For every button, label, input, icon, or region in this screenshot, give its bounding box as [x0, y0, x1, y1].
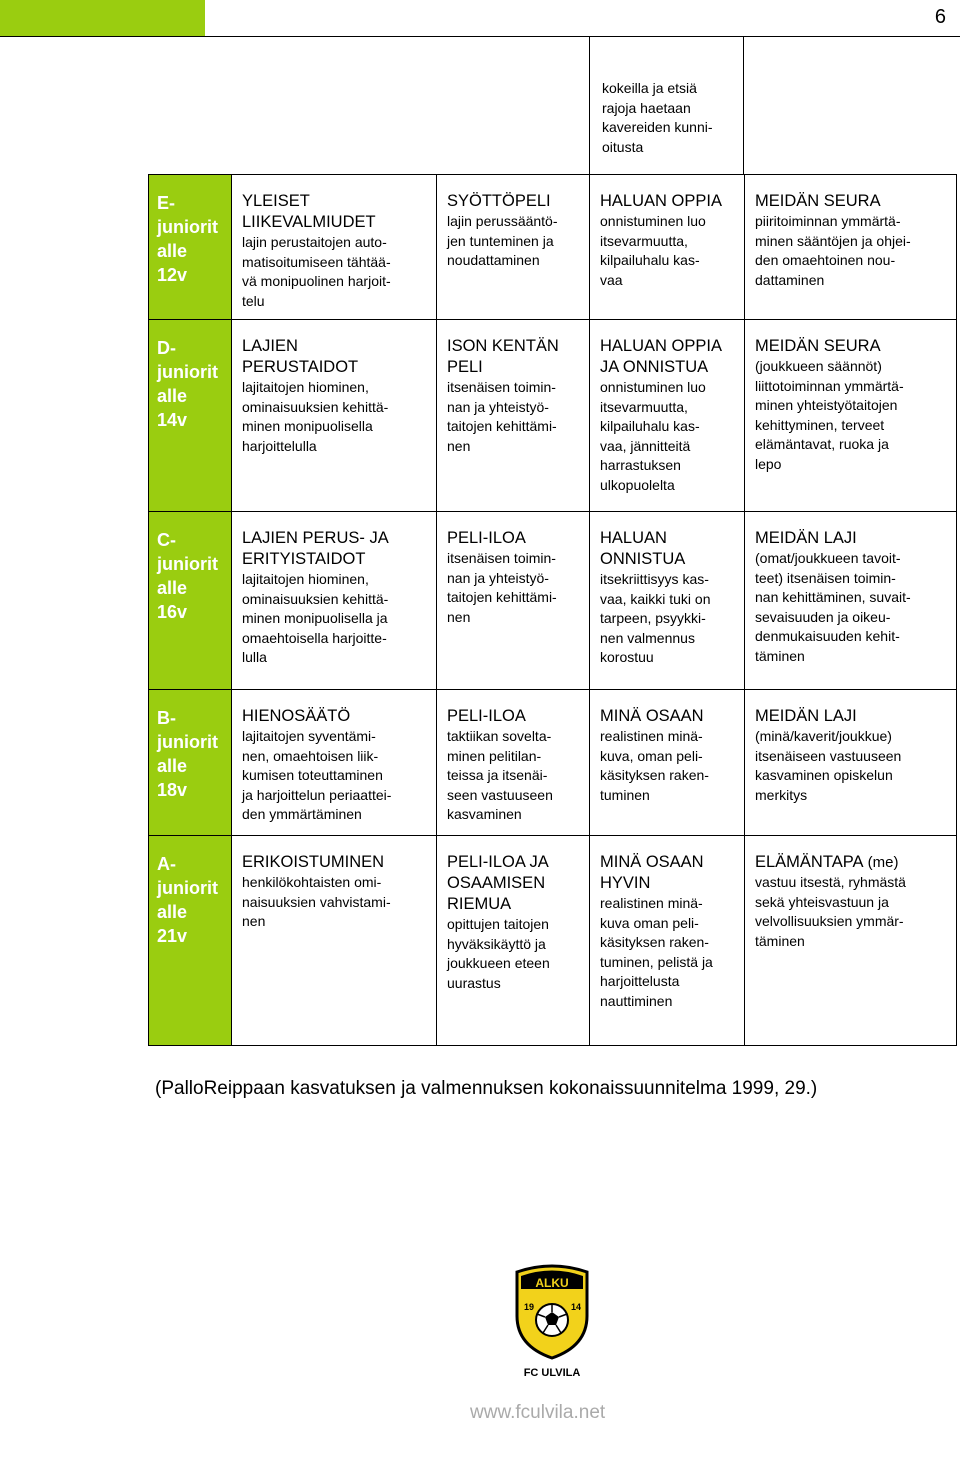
cell-heading: PELI-ILOA JA OSAAMISEN RIEMUA: [447, 853, 549, 913]
cell-text: itsenäisen toimin- nan ja yhteistyö- taitojen kehittämi- nen: [447, 379, 557, 454]
cell-heading: MEIDÄN SEURA: [755, 192, 881, 210]
cell-heading: PELI-ILOA: [447, 529, 526, 547]
development-plan-table: [148, 174, 957, 1046]
table-cell: [745, 690, 957, 836]
cell-heading: HALUAN OPPIA: [600, 192, 722, 210]
cell-text: lajin perustaitojen auto- matisoitumiseen tähtää- vä monipuolinen harjoit- telu: [242, 234, 391, 309]
heading-suffix: (me): [863, 854, 899, 871]
cell-heading: LAJIEN PERUS- JA ERITYISTAIDOT: [242, 529, 389, 568]
cell-heading: PELI-ILOA: [447, 707, 526, 725]
cell-text: lajitaitojen hiominen, ominaisuuksien kehittä- minen monipuolisella harjoittelulla: [242, 379, 389, 454]
cell-text: vastuu itsestä, ryhmästä sekä yhteisvastuun ja velvollisuuksien ymmär- täminen: [755, 874, 906, 949]
cell-text: itsenäisen toimin- nan ja yhteistyö- taitojen kehittämi- nen: [447, 550, 557, 625]
table-cell: [437, 175, 590, 320]
table-row: [149, 175, 957, 320]
cell-text: henkilökohtaisten omi- naisuuksien vahvistami- nen: [242, 874, 391, 929]
table-row: [149, 836, 957, 1046]
club-logo: [505, 1262, 599, 1382]
table-cell: [437, 512, 590, 690]
age-group-cell: E- juniorit alle 12v: [149, 175, 232, 320]
table-continuation-cell: [589, 37, 744, 174]
cell-text: opittujen taitojen hyväksikäyttö ja joukkueen eteen uurastus: [447, 916, 550, 991]
green-accent-strip: [0, 0, 205, 37]
table-cell: [745, 320, 957, 512]
table-cell: [745, 512, 957, 690]
cell-heading: MINÄ OSAAN: [600, 707, 704, 725]
table-cell: [590, 836, 745, 1046]
heading-main: ELÄMÄNTAPA: [755, 853, 864, 871]
cell-heading: SYÖTTÖPELI: [447, 192, 551, 210]
table-cell: [590, 320, 745, 512]
cell-text: lajitaitojen syventämi- nen, omaehtoisen liik- kumisen toteuttaminen ja harjoittelun periaattei- den ymmärtäminen: [242, 728, 392, 822]
table-cell: [232, 836, 437, 1046]
cell-heading: MEIDÄN LAJI: [755, 529, 857, 547]
cell-heading: HALUAN ONNISTUA: [600, 529, 686, 568]
table-cell: [745, 836, 957, 1046]
cell-text: (omat/joukkueen tavoit- teet) itsenäisen toimin- nan kehittäminen, suvait- sevaisuuden ja oikeu- denmukaisuuden kehit- täminen: [755, 550, 911, 664]
table-cell: [437, 320, 590, 512]
continuation-text: kokeilla ja etsiä rajoja haetaan kavereiden kunni- oitusta: [602, 80, 713, 155]
cell-heading: HIENOSÄÄTÖ: [242, 707, 351, 725]
cell-text: onnistuminen luo itsevarmuutta, kilpailuhalu kas- vaa: [600, 213, 706, 288]
cell-heading: YLEISET LIIKEVALMIUDET: [242, 192, 376, 231]
logo-year-left: 19: [524, 1302, 535, 1312]
age-group-cell: B- juniorit alle 18v: [149, 690, 232, 836]
cell-heading: [755, 852, 950, 873]
table-cell: [232, 175, 437, 320]
cell-heading: HALUAN OPPIA JA ONNISTUA: [600, 337, 722, 376]
logo-year-right: 14: [571, 1302, 582, 1312]
cell-heading: LAJIEN PERUSTAIDOT: [242, 337, 359, 376]
cell-text: realistinen minä- kuva, oman peli- käsityksen raken- tuminen: [600, 728, 709, 803]
table-row: [149, 690, 957, 836]
source-citation: (PalloReippaan kasvatuksen ja valmennuksen kokonaissuunnitelma 1999, 29.): [155, 1078, 818, 1099]
cell-text: onnistuminen luo itsevarmuutta, kilpailuhalu kas- vaa, jännitteitä harrastuksen ulkopuolelta: [600, 379, 706, 493]
cell-text: itsekriittisyys kas- vaa, kaikki tuki on tarpeen, psyykki- nen valmennus korostuu: [600, 571, 711, 665]
cell-text: taktiikan soveltа- minen pelitilan- teissa ja itsenäi- seen vastuuseen kasvaminen: [447, 728, 553, 822]
table-cell: [437, 690, 590, 836]
table-row: [149, 512, 957, 690]
cell-heading: MEIDÄN LAJI: [755, 707, 857, 725]
age-group-cell: A- juniorit alle 21v: [149, 836, 232, 1046]
website-url[interactable]: www.fculvila.net: [470, 1402, 606, 1423]
header-rule: [0, 36, 960, 37]
age-group-cell: C- juniorit alle 16v: [149, 512, 232, 690]
cell-heading: ISON KENTÄN PELI: [447, 337, 559, 376]
table-cell: [590, 175, 745, 320]
cell-text: realistinen minä- kuva oman peli- käsityksen raken- tuminen, pelistä ja harjoittelusta nauttiminen: [600, 895, 713, 1009]
cell-text: lajin perussääntö- jen tunteminen ja noudattaminen: [447, 213, 558, 268]
cell-heading: MINÄ OSAAN HYVIN: [600, 853, 704, 892]
table-cell: [232, 320, 437, 512]
logo-club-name: FC ULVILA: [523, 1367, 581, 1379]
table-cell: [590, 512, 745, 690]
table-cell: [232, 690, 437, 836]
table-cell: [590, 690, 745, 836]
table-cell: [437, 836, 590, 1046]
cell-heading: ERIKOISTUMINEN: [242, 853, 385, 871]
cell-text: (minä/kaverit/joukkue) itsenäiseen vastuuseen kasvaminen opiskelun merkitys: [755, 728, 902, 803]
page-number: 6: [934, 6, 946, 28]
table-cell: [232, 512, 437, 690]
table-cell: [745, 175, 957, 320]
cell-text: piiritoiminnan ymmärtä- minen sääntöjen ja ohjei- den omaehtoinen nou- dattaminen: [755, 213, 911, 288]
logo-top-text: ALKU: [535, 1276, 569, 1290]
cell-heading: MEIDÄN SEURA: [755, 337, 881, 355]
cell-text: (joukkueen säännöt) liittotoiminnan ymmärtä- minen yhteistyötaitojen kehittyminen, terveet elämäntavat, ruoka ja lepo: [755, 358, 904, 472]
table-row: [149, 320, 957, 512]
cell-text: lajitaitojen hiominen, ominaisuuksien kehittä- minen monipuolisella ja omaehtoisella harjoitte- lulla: [242, 571, 389, 665]
age-group-cell: D- juniorit alle 14v: [149, 320, 232, 512]
